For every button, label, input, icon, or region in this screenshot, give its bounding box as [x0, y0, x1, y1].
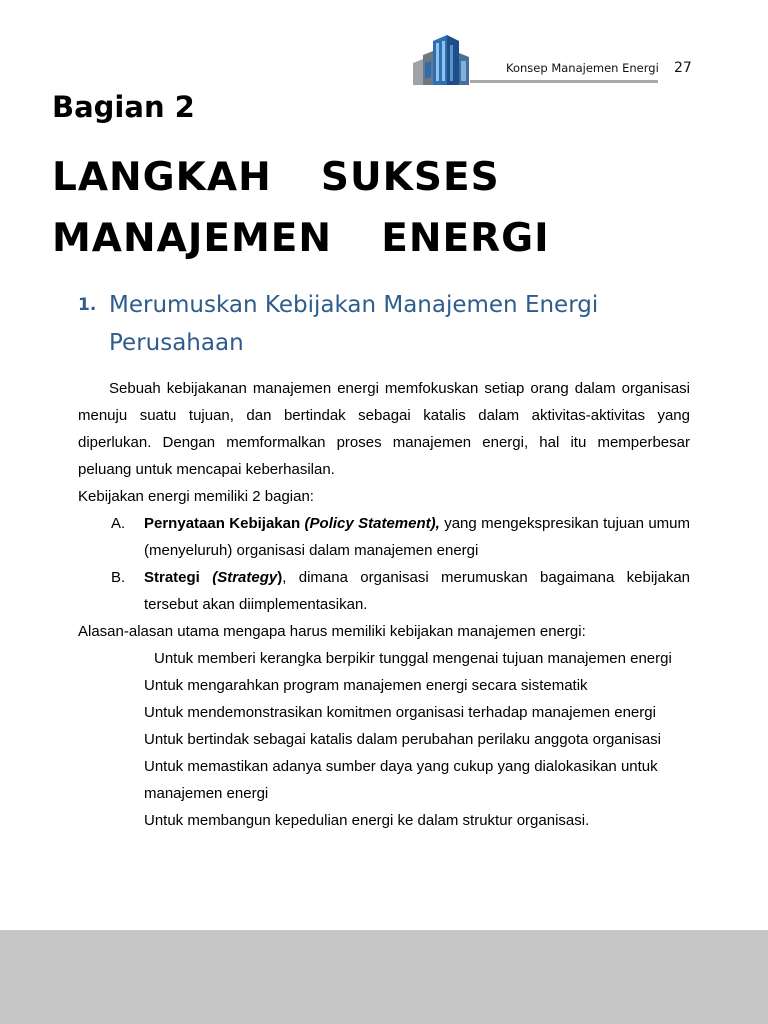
section-heading [78, 286, 718, 362]
list-item: Untuk mendemonstrasikan komitmen organisasi terhadap manajemen energi [144, 704, 656, 721]
page-number: 27 [674, 60, 692, 76]
chapter-title-line-1: LANGKAH SUKSES [52, 155, 500, 200]
part-term-english: (Strategy [212, 569, 278, 586]
part-letter: B. [111, 569, 126, 586]
part-term-close: ) [277, 569, 283, 586]
footer-band [0, 930, 768, 1024]
part-term-english: (Policy Statement), [304, 515, 440, 532]
list-item: Untuk memberi kerangka berpikir tunggal mengenai tujuan manajemen energi [154, 650, 672, 667]
part-body [144, 564, 690, 618]
body-text [78, 375, 690, 834]
list-item: Untuk bertindak sebagai katalis dalam perubahan perilaku anggota organisasi [144, 731, 662, 748]
reasons-list [78, 645, 690, 834]
page-header [0, 0, 768, 90]
section-number: 1. [78, 295, 97, 315]
running-title: Konsep Manajemen Energi [506, 61, 659, 75]
list-item: Untuk mengarahkan program manajemen energi secara sistematik [144, 677, 588, 694]
parts-intro: Kebijakan energi memiliki 2 bagian: [78, 488, 314, 505]
intro-paragraph: Sebuah kebijakanan manajemen energi memfokuskan setiap orang dalam organisasi menuju suatu tujuan, dan bertindak sebagai katalis dalam aktivitas-aktivitas yang diperlukan. Dengan memformalkan proses manajemen energi, hal itu memperbesar peluang untuk mencapai keberhasilan. [78, 380, 690, 478]
policy-part-b [78, 564, 690, 618]
part-body [144, 510, 690, 564]
header-rule [470, 80, 658, 83]
chapter-title-line-2: MANAJEMEN ENERGI [52, 216, 550, 261]
policy-part-a [78, 510, 690, 564]
section-title-line-1: Merumuskan Kebijakan Manajemen Energi [109, 292, 599, 318]
part-letter: A. [111, 515, 126, 532]
part-description: yang mengekspresikan tujuan umum (menyeluruh) organisasi dalam manajemen energi [144, 515, 691, 559]
chapter-label: Bagian 2 [52, 90, 195, 124]
part-term: Strategi [144, 569, 200, 586]
chapter-title [52, 147, 742, 269]
building-icon [413, 33, 493, 85]
reasons-intro: Alasan-alasan utama mengapa harus memiliki kebijakan manajemen energi: [78, 623, 586, 640]
part-term: Pernyataan Kebijakan [144, 515, 301, 532]
list-item: Untuk memastikan adanya sumber daya yang cukup yang dialokasikan untuk manajemen energi [144, 758, 658, 802]
part-description: , dimana organisasi merumuskan bagaimana kebijakan tersebut akan diimplementasikan. [144, 569, 691, 613]
list-item: Untuk membangun kepedulian energi ke dalam struktur organisasi. [144, 812, 590, 829]
section-title-line-2: Perusahaan [109, 330, 244, 356]
